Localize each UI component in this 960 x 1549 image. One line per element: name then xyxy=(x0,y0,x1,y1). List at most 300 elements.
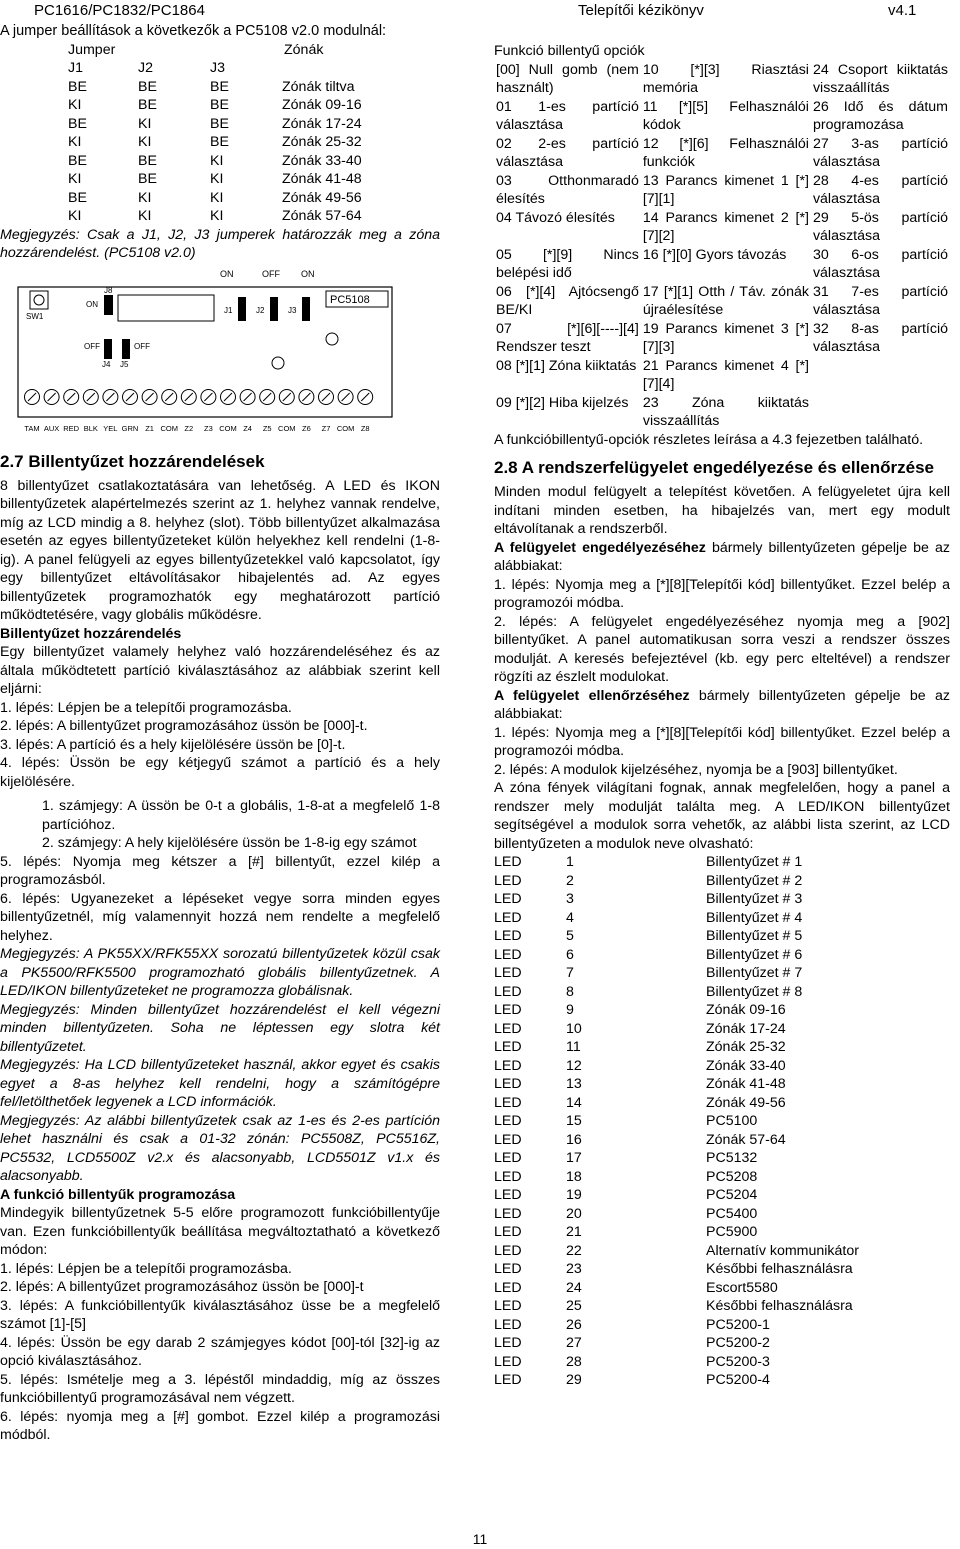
led-cell: Későbbi felhasználásra xyxy=(706,1261,853,1277)
led-row xyxy=(494,946,859,965)
led-cell: LED xyxy=(494,909,522,926)
led-row xyxy=(494,964,859,983)
option-row xyxy=(494,320,950,357)
board-label: PC5108 xyxy=(330,293,370,306)
option-cell: 02 2-es partíció választása xyxy=(496,135,639,170)
option-cell: 26 Idő és dátum programozása xyxy=(812,98,948,133)
terminal-slot xyxy=(48,393,56,401)
led-cell: LED xyxy=(494,1242,522,1259)
led-cell: LED xyxy=(494,1113,522,1129)
led-cell: 21 xyxy=(566,1224,582,1240)
terminal-label: YEL xyxy=(103,423,118,433)
terminal-slot xyxy=(224,393,232,401)
jumper-row xyxy=(68,115,362,134)
option-row xyxy=(494,394,950,431)
led-module-list xyxy=(494,853,859,1390)
led-row xyxy=(494,853,859,872)
option-cell: 08 [*][1] Zóna kiiktatás xyxy=(496,357,637,374)
jumper-j8 xyxy=(104,295,113,315)
options-note: A funkcióbillentyű-opciók részletes leírása a 4.3 fejezetben található. xyxy=(494,431,924,448)
note: Megjegyzés: Minden billentyűzet hozzárendelést el kell végezni minden billentyűzeten. Soha ne léptessen egy slotra két billentyűzetet. xyxy=(0,1001,440,1055)
led-row xyxy=(494,1112,859,1131)
section-2-8-title: 2.8 A rendszerfelügyelet engedélyezése és ellenőrzése xyxy=(494,458,935,477)
led-row xyxy=(494,1279,859,1298)
led-cell: PC5208 xyxy=(706,1168,758,1185)
enable-bold: A felügyelet engedélyezéséhez xyxy=(494,539,706,556)
assign-title: Billentyűzet hozzárendelés xyxy=(0,625,182,642)
led-cell: LED xyxy=(494,946,522,963)
terminal-label: COM xyxy=(336,423,355,433)
terminal-label: COM xyxy=(278,423,296,433)
led-cell: PC5200-4 xyxy=(706,1372,770,1388)
jumper-row xyxy=(68,189,362,208)
led-row xyxy=(494,1131,859,1150)
led-cell: 16 xyxy=(566,1131,582,1148)
led-cell: Zónák 25-32 xyxy=(706,1039,786,1055)
led-row xyxy=(494,983,859,1002)
terminal-slot xyxy=(106,393,114,401)
jumper-j1 xyxy=(238,297,246,321)
jumper-cell: BE xyxy=(68,152,87,169)
option-cell: 09 [*][2] Hiba kijelzés xyxy=(496,394,629,411)
terminal-slot xyxy=(146,393,154,401)
top-label: OFF xyxy=(262,268,280,279)
jumper-cell: BE xyxy=(210,134,229,150)
terminal-slot xyxy=(204,393,212,401)
jumper-row xyxy=(68,207,362,226)
jumper-row xyxy=(68,152,362,171)
option-cell: 05 [*][9] Nincs belépési idő xyxy=(496,246,639,281)
terminal-label: TAM xyxy=(24,423,40,433)
led-cell: 15 xyxy=(566,1113,582,1129)
led-row xyxy=(494,1075,859,1094)
led-cell: Alternatív kommunikátor xyxy=(706,1242,859,1259)
jumper-intro: A jumper beállítások a következők a PC5108 v2.0 modulnál: xyxy=(0,23,387,39)
func-step: 2. lépés: A billentyűzet programozásához üssön be [000]-t xyxy=(0,1279,364,1295)
led-cell: LED xyxy=(494,1335,522,1351)
note: Megjegyzés: Ha LCD billentyűzeteket használ, akkor egyet és csakis egyet a 8-as helyhez kell rendelni, hogy a számítógépre fel/letölthetőek legyenek a LCD információk. xyxy=(0,1057,440,1110)
jumper-cell: BE xyxy=(68,189,87,206)
pc5108-diagram xyxy=(12,267,402,445)
check-rest: bármely billentyűzeten gépelje be az alábbiakat: xyxy=(494,687,950,722)
jumper-cell: Zónák 49-56 xyxy=(282,189,362,206)
option-row xyxy=(494,357,950,394)
switch-sw1 xyxy=(30,291,48,309)
led-cell: LED xyxy=(494,1076,522,1092)
led-cell: LED xyxy=(494,854,522,870)
led-cell: Zónák 33-40 xyxy=(706,1057,786,1074)
led-cell: LED xyxy=(494,1094,522,1111)
jumper-j4 xyxy=(104,339,112,359)
option-row xyxy=(494,98,950,135)
option-cell xyxy=(811,357,950,394)
enable-step: 2. lépés: A felügyelet engedélyezéséhez nyomja meg a [902] billentyűket. A panel automatikusan sorra veszi a rendszer összes modulját. A keresés befejeztével (kb. egy perc elteltével) a rendszer rögzíti az észlelt modulokat. xyxy=(494,613,950,685)
jumper-cell: KI xyxy=(68,171,82,187)
led-row xyxy=(494,1020,859,1039)
terminal-slot xyxy=(283,393,291,401)
enable-rest: bármely billentyűzeten gépelje be az alábbiakat: xyxy=(494,539,951,574)
left-label: J4 xyxy=(102,359,111,369)
led-cell: Billentyűzet # 5 xyxy=(706,928,803,944)
option-cell: 21 Parancs kimenet 4 [*][7][4] xyxy=(642,357,809,392)
jumper-cell: BE xyxy=(138,97,157,113)
jumper-cell: BE xyxy=(210,97,229,113)
led-row xyxy=(494,1316,859,1335)
jumper-cell: BE xyxy=(138,152,157,169)
led-cell: 26 xyxy=(566,1316,582,1333)
jumper-cell: BE xyxy=(138,78,157,95)
option-cell: 31 7-es partíció választása xyxy=(812,283,948,318)
led-row xyxy=(494,1205,859,1224)
assign-text: Egy billentyűzet valamely helyhez való hozzárendeléséhez és az általa működtetett partíció kiválasztásához az alábbiak szerint kell eljárni: xyxy=(0,644,440,697)
j-label: J2 xyxy=(256,305,265,315)
led-cell: 19 xyxy=(566,1187,582,1203)
options-title: Funkció billentyű opciók xyxy=(494,43,645,59)
terminal-slot xyxy=(67,393,75,401)
left-column xyxy=(0,22,440,1445)
func-step: 3. lépés: A funkcióbillentyűk kiválasztásához üsse be a megfelelő számot [1]-[5] xyxy=(0,1297,440,1332)
led-cell: LED xyxy=(494,1224,522,1240)
page-header xyxy=(0,0,960,22)
func-step: 1. lépés: Lépjen be a telepítői programozásba. xyxy=(0,1260,292,1277)
func-title: A funkció billentyűk programozása xyxy=(0,1186,236,1203)
led-cell: 7 xyxy=(566,965,574,981)
option-cell: 10 [*][3] Riasztási memória xyxy=(642,61,809,96)
jumper-cell: BE xyxy=(68,115,87,132)
led-row xyxy=(494,890,859,909)
led-cell: 3 xyxy=(566,891,574,907)
terminal-slot xyxy=(165,393,173,401)
led-cell: LED xyxy=(494,1316,522,1333)
terminal-label: Z8 xyxy=(360,423,370,433)
led-row xyxy=(494,1334,859,1353)
led-row xyxy=(494,1168,859,1187)
jumper-cell: KI xyxy=(68,97,82,113)
jumper-col-row xyxy=(68,59,362,78)
led-row xyxy=(494,909,859,928)
switch-sw1-knob xyxy=(34,295,44,305)
led-cell: LED xyxy=(494,872,522,889)
section-2-7-text: 8 billentyűzet csatlakoztatására van lehetőség. A LED és IKON billentyűzetek alapértelmezés szerint az 1. helyhez vannak rendelve, míg az LCD mindig a 8. helyhez (slot). Több billentyűzet alkalmazása esetén az egyes billentyűzeteket külön helyekhez kell rendelni (1-8-ig). A panel felügyeli az egyes billentyűzetekkel való kapcsolatot, így egy billentyűzet eltávolításakor hibajelentés ad. Az egyes billentyűzetek programozhatók egy meghatározott partíció működtetésére, vagy globális működésre. xyxy=(0,477,440,623)
led-cell: 11 xyxy=(566,1039,581,1055)
jumper-cell: Zónák 41-48 xyxy=(282,171,362,187)
zone-text: A zóna fények világítani fognak, annak megfelelően, hogy a panel a rendszer mely modulját találta meg. A LED/IKON billentyűzet segítségével a modulok sorra vehetők, az alábbi lista szerint, az LCD billentyűzeten a modulok neve olvasható: xyxy=(494,780,950,852)
jumper-cell: KI xyxy=(210,152,224,169)
mount-hole xyxy=(326,333,338,345)
left-label: OFF xyxy=(134,341,150,351)
led-cell: Billentyűzet # 6 xyxy=(706,946,803,963)
led-cell: Billentyűzet # 1 xyxy=(706,854,803,870)
jumper-cell: BE xyxy=(138,171,157,187)
led-cell: LED xyxy=(494,1039,522,1055)
led-cell: LED xyxy=(494,1057,522,1074)
jumper-cell: KI xyxy=(210,171,224,187)
terminal-label: Z1 xyxy=(145,423,154,433)
led-cell: 20 xyxy=(566,1205,582,1222)
option-cell: [00] Null gomb (nem használt) xyxy=(496,61,639,96)
top-label: ON xyxy=(220,268,234,279)
led-cell: 22 xyxy=(566,1242,582,1259)
jumper-cell: KI xyxy=(210,189,224,206)
led-cell: Zónák 57-64 xyxy=(706,1131,786,1148)
led-cell: 5 xyxy=(566,928,574,944)
led-cell: Billentyűzet # 3 xyxy=(706,891,803,907)
terminal-label: COM xyxy=(160,423,178,433)
mount-hole xyxy=(272,357,284,369)
led-row xyxy=(494,927,859,946)
option-cell: 16 [*][0] Gyors távozás xyxy=(642,246,787,263)
enable-step: 1. lépés: Nyomja meg a [*][8][Telepítői kód] billentyűket. Ezzel belép a programozói módba. xyxy=(494,576,950,611)
option-cell: 12 [*][6] Felhasználói funkciók xyxy=(642,135,809,170)
step: 3. lépés: A partíció és a hely kijelölésére üssön be [0]-t. xyxy=(0,736,346,753)
led-cell: LED xyxy=(494,1020,522,1037)
header-model: PC1616/PC1832/PC1864 xyxy=(34,2,205,19)
led-cell: Escort5580 xyxy=(706,1279,778,1296)
option-row xyxy=(494,61,950,98)
option-cell: 19 Parancs kimenet 3 [*][7][3] xyxy=(642,320,809,355)
jumper-head-zones: Zónák xyxy=(284,41,324,58)
terminal-slot xyxy=(185,393,193,401)
led-row xyxy=(494,1186,859,1205)
led-cell: Zónák 09-16 xyxy=(706,1002,786,1018)
jumper-cell: KI xyxy=(138,134,152,150)
option-cell: 14 Parancs kimenet 2 [*][7][2] xyxy=(642,209,809,244)
led-cell: PC5132 xyxy=(706,1150,758,1166)
jumper-table xyxy=(68,59,362,226)
option-cell: 17 [*][1] Otth / Táv. zónák újraélesítése xyxy=(642,283,809,318)
led-cell: LED xyxy=(494,1131,522,1148)
jumper-cell: KI xyxy=(138,189,152,206)
led-cell: Zónák 17-24 xyxy=(706,1020,786,1037)
jumper-j5 xyxy=(122,339,130,359)
led-cell: 9 xyxy=(566,1002,574,1018)
right-column xyxy=(494,22,950,1390)
led-cell: LED xyxy=(494,1279,522,1296)
led-row xyxy=(494,1260,859,1279)
jumper-row xyxy=(68,133,362,152)
jumper-cell: Zónák tiltva xyxy=(282,78,355,95)
jumper-cell: BE xyxy=(68,78,87,95)
step: 4. lépés: Üssön be egy kétjegyű számot a partíció és a hely kijelölésére. xyxy=(0,755,440,790)
led-cell: LED xyxy=(494,1372,522,1388)
terminal-label: Z2 xyxy=(184,423,194,433)
jumper-row xyxy=(68,170,362,189)
led-cell: PC5900 xyxy=(706,1224,758,1240)
led-row xyxy=(494,1371,859,1390)
led-cell: 18 xyxy=(566,1168,582,1185)
option-cell: 01 1-es partíció választása xyxy=(496,98,639,133)
terminal-label: Z5 xyxy=(262,423,272,433)
jumper-col: J1 xyxy=(68,60,83,76)
step: 2. lépés: A billentyűzet programozásához üssön be [000]-t. xyxy=(0,718,368,734)
led-cell: 6 xyxy=(566,946,574,963)
option-cell: 13 Parancs kimenet 1 [*][7][1] xyxy=(642,172,809,207)
option-cell: 03 Otthonmaradó élesítés xyxy=(496,172,639,207)
terminal-label: COM xyxy=(219,423,237,433)
terminal-slot xyxy=(302,393,310,401)
led-cell: 13 xyxy=(566,1076,582,1092)
option-cell: 24 Csoport kiiktatás visszaállítás xyxy=(812,61,948,96)
led-row xyxy=(494,1149,859,1168)
top-label: ON xyxy=(301,268,315,279)
terminal-slot xyxy=(342,393,350,401)
left-label: ON xyxy=(86,299,98,309)
led-cell: Billentyűzet # 4 xyxy=(706,909,803,926)
terminal-label: Z7 xyxy=(321,423,331,433)
func-step: 4. lépés: Üssön be egy darab 2 számjegyes kódot [00]-tól [32]-ig az opció kiválasztásához. xyxy=(0,1334,440,1369)
terminal-slot xyxy=(28,393,36,401)
led-cell: 8 xyxy=(566,983,574,1000)
led-cell: Billentyűzet # 7 xyxy=(706,965,803,981)
option-row xyxy=(494,135,950,172)
led-cell: 28 xyxy=(566,1353,582,1370)
option-cell: 23 Zóna kiiktatás visszaállítás xyxy=(642,394,809,429)
led-cell: Későbbi felhasználásra xyxy=(706,1298,853,1314)
left-label: J5 xyxy=(120,359,129,369)
option-cell xyxy=(811,394,950,431)
option-cell: 30 6-os partíció választása xyxy=(812,246,948,281)
terminal-slot xyxy=(126,393,134,401)
jumper-cell: Zónák 17-24 xyxy=(282,115,362,132)
led-cell: 4 xyxy=(566,909,574,926)
led-cell: Billentyűzet # 8 xyxy=(706,983,803,1000)
led-cell: PC5200-2 xyxy=(706,1335,770,1351)
led-cell: LED xyxy=(494,1187,522,1203)
led-cell: PC5204 xyxy=(706,1187,758,1203)
option-row xyxy=(494,283,950,320)
jumper-cell: Zónák 57-64 xyxy=(282,208,362,224)
jumper-cell: Zónák 33-40 xyxy=(282,152,362,169)
page-number: 11 xyxy=(472,1531,488,1547)
led-cell: LED xyxy=(494,1353,522,1370)
step: 5. lépés: Nyomja meg kétszer a [#] billentyűt, ezzel kilép a programozásból. xyxy=(0,853,440,888)
jumper-col: J3 xyxy=(210,60,225,76)
led-row xyxy=(494,1057,859,1076)
led-cell: PC5200-1 xyxy=(706,1316,770,1333)
left-label: SW1 xyxy=(26,311,44,321)
terminal-label: AUX xyxy=(43,423,60,433)
led-row xyxy=(494,872,859,891)
header-title: Telepítői kézikönyv xyxy=(578,2,704,19)
function-options-table xyxy=(494,61,950,431)
led-cell: PC5200-3 xyxy=(706,1353,770,1370)
led-cell: LED xyxy=(494,1150,522,1166)
led-cell: PC5400 xyxy=(706,1205,758,1222)
chip xyxy=(118,295,214,321)
jumper-cell: BE xyxy=(210,78,229,95)
led-cell: 25 xyxy=(566,1298,582,1314)
led-cell: 24 xyxy=(566,1279,582,1296)
terminal-label: Z6 xyxy=(302,423,311,433)
led-cell: 27 xyxy=(566,1335,582,1351)
led-cell: Zónák 41-48 xyxy=(706,1076,786,1092)
jumper-cell: KI xyxy=(210,208,224,224)
option-cell: 29 5-ös partíció választása xyxy=(812,209,948,244)
terminal-slot xyxy=(361,393,369,401)
jumper-cell: Zónák 25-32 xyxy=(282,134,362,150)
note: Megjegyzés: Az alábbi billentyűzetek csak az 1-es és 2-es partíción lehet használni és csak a 01-32 zónán: PC5508Z, PC5516Z, PC5532, LCD5500Z v2.x és alacsonyabb, LCD5501Z v1.x és alacsonyabb. xyxy=(0,1112,440,1184)
step: 1. lépés: Lépjen be a telepítői programozásba. xyxy=(0,699,292,716)
jumper-cell: KI xyxy=(138,208,152,224)
led-cell: LED xyxy=(494,1205,522,1222)
led-cell: 12 xyxy=(566,1057,582,1074)
enable-text xyxy=(494,539,950,576)
jumper-col: J2 xyxy=(138,60,153,76)
jumper-cell: KI xyxy=(138,115,152,132)
option-row xyxy=(494,209,950,246)
jumper-cell: BE xyxy=(210,115,229,132)
step: 6. lépés: Ugyanezeket a lépéseket vegye sorra minden egyes billentyűzetnél, míg valamennyit hozzá nem rendelte a megfelelő helyhez. xyxy=(0,890,440,944)
led-cell: 2 xyxy=(566,872,574,889)
led-cell: LED xyxy=(494,1298,522,1314)
led-cell: LED xyxy=(494,1168,522,1185)
led-cell: LED xyxy=(494,1002,522,1018)
substep: 1. számjegy: A üssön be 0-t a globális, 1-8-at a megfelelő 1-8 partícióhoz. xyxy=(42,798,440,833)
led-row xyxy=(494,1223,859,1242)
terminal-slot xyxy=(263,393,271,401)
terminal-label: BLK xyxy=(83,423,98,433)
option-cell: 04 Távozó élesítés xyxy=(496,209,615,226)
terminal-label: Z3 xyxy=(204,423,213,433)
option-cell: 06 [*][4] Ajtócsengő BE/KI xyxy=(496,283,639,318)
pc5108-board-drawing xyxy=(12,267,402,445)
option-row xyxy=(494,246,950,283)
check-bold: A felügyelet ellenőrzéséhez xyxy=(494,687,690,704)
note: Megjegyzés: A PK55XX/RFK55XX sorozatú billentyűzetek közül csak a PK5500/RFK5500 programozható globális billentyűzetnek. A LED/IKON billentyűzeteket ne programozza globálisnak. xyxy=(0,946,440,999)
option-cell: 27 3-as partíció választása xyxy=(812,135,948,170)
led-cell: LED xyxy=(494,1261,522,1277)
jumper-cell: KI xyxy=(68,208,82,224)
header-version: v4.1 xyxy=(888,2,917,19)
jumper-j3 xyxy=(302,297,310,321)
jumper-row xyxy=(68,78,362,97)
left-label: OFF xyxy=(84,341,100,351)
jumper-heading xyxy=(0,41,440,60)
jumper-row xyxy=(68,96,362,115)
led-row xyxy=(494,1242,859,1261)
section-2-7-title: 2.7 Billentyűzet hozzárendelések xyxy=(0,451,265,471)
led-cell: 1 xyxy=(566,854,574,870)
section-2-8-text: Minden modul felügyelt a telepítést követően. A felügyeletet újra kell indítani minden esetben, ha hibajelzés van, mert egy modult eltávolítanak a rendszerből. xyxy=(494,484,950,537)
check-step: 1. lépés: Nyomja meg a [*][8][Telepítői kód] billentyűket. Ezzel belép a programozói módba. xyxy=(494,724,950,759)
led-row xyxy=(494,1094,859,1113)
terminal-slot xyxy=(87,393,95,401)
jumper-j2 xyxy=(270,297,278,321)
option-row xyxy=(494,172,950,209)
led-cell: LED xyxy=(494,983,522,1000)
option-cell: 07 [*][6][----][4] Rendszer teszt xyxy=(496,320,639,355)
led-cell: PC5100 xyxy=(706,1113,758,1129)
led-cell: 23 xyxy=(566,1261,582,1277)
option-cell: 32 8-as partíció választása xyxy=(812,320,948,355)
jumper-note: Megjegyzés: Csak a J1, J2, J3 jumperek határozzák meg a zóna hozzárendelést. (PC5108 v2.0) xyxy=(0,226,440,261)
led-cell: 14 xyxy=(566,1094,582,1111)
led-row xyxy=(494,1038,859,1057)
func-text: Mindegyik billentyűzetnek 5-5 előre programozott funkcióbillentyűje van. Ezen funkcióbillentyűk beállítása megváltoztatható a következő módon: xyxy=(0,1205,440,1258)
jumper-cell: KI xyxy=(68,134,82,150)
led-row xyxy=(494,1353,859,1372)
led-cell: LED xyxy=(494,891,522,907)
option-cell: 11 [*][5] Felhasználói kódok xyxy=(642,98,809,133)
led-row xyxy=(494,1001,859,1020)
option-cell: 28 4-es partíció választása xyxy=(812,172,948,207)
led-cell: Zónák 49-56 xyxy=(706,1094,786,1111)
terminal-label: RED xyxy=(63,423,80,433)
func-step: 5. lépés: Ismételje meg a 3. lépéstől mindaddig, míg az összes funkcióbillentyű programozásával nem végzett. xyxy=(0,1371,440,1406)
check-step: 2. lépés: A modulok kijelzéséhez, nyomja be a [903] billentyűket. xyxy=(494,761,898,778)
terminal-label: Z4 xyxy=(243,423,252,433)
jumper-head-jumper: Jumper xyxy=(68,41,116,58)
